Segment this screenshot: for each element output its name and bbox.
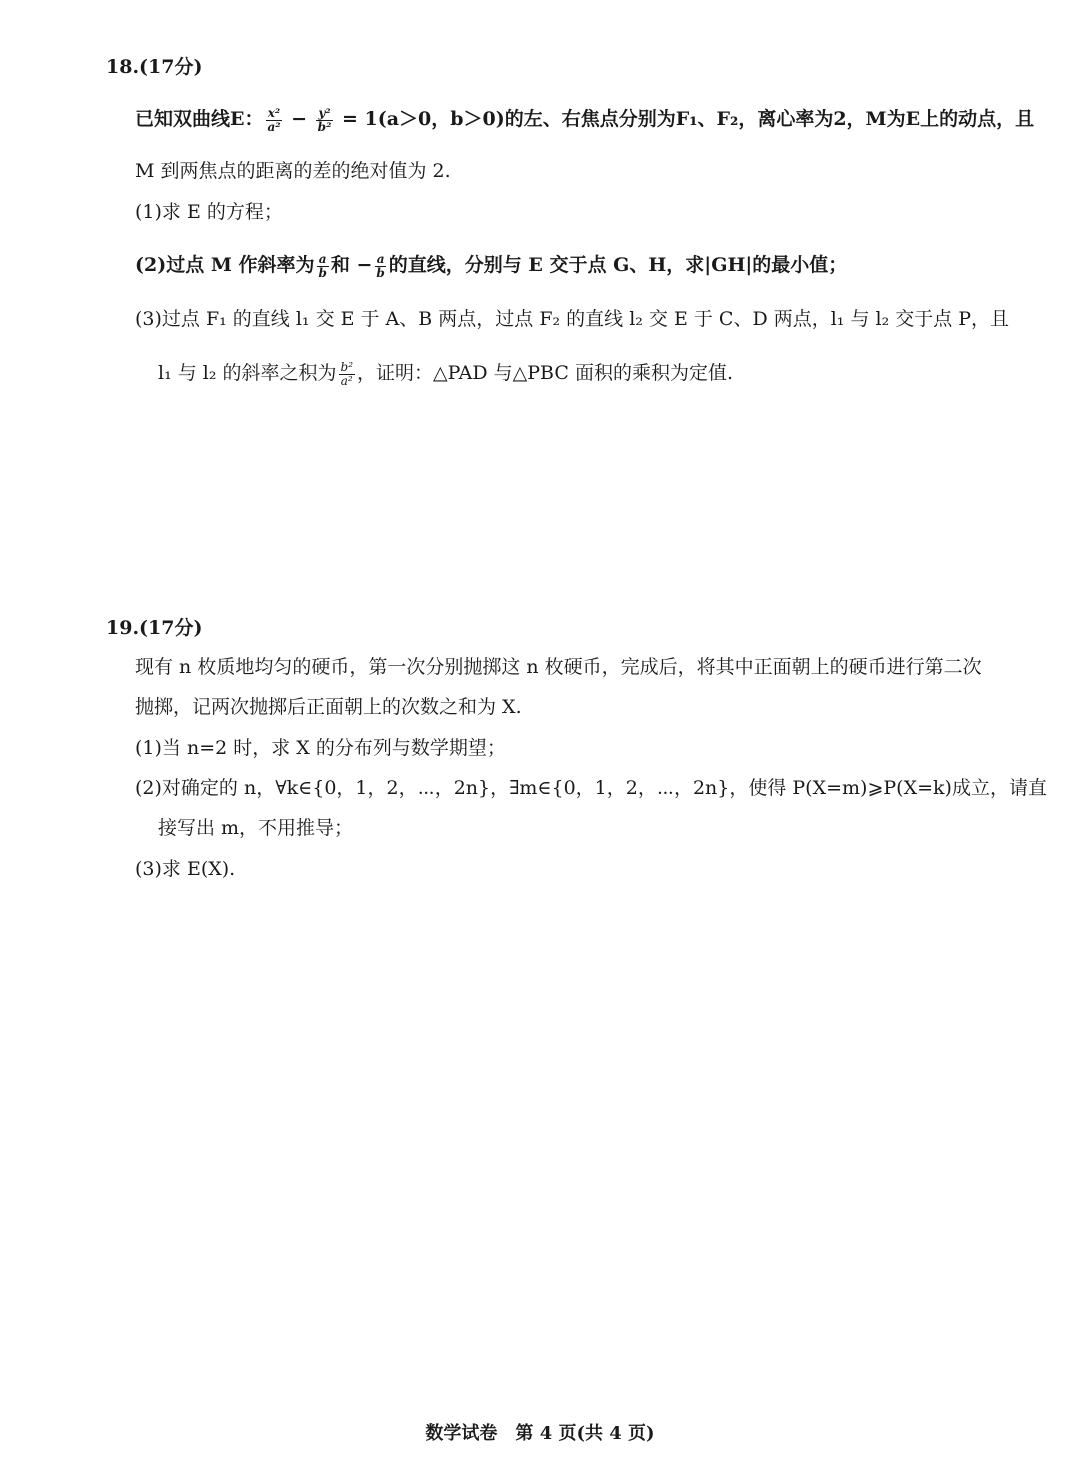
q18-part2-text-c: 的直线，分别与 E 交于点 G、H，求|GH|的最小值； bbox=[388, 254, 848, 276]
frac-denominator: a² bbox=[340, 373, 353, 388]
q18-stem-line1 bbox=[135, 104, 1035, 134]
frac-b2-over-a2 bbox=[339, 361, 356, 388]
frac-denominator: b bbox=[318, 265, 327, 280]
q19-part1: (1)当 n=2 时，求 X 的分布列与数学期望； bbox=[135, 737, 506, 759]
frac-numerator: b² bbox=[340, 359, 354, 374]
q18-part3-text-c: ，证明：△PAD 与△PBC 面积的乘积为定值. bbox=[357, 362, 733, 384]
frac-a-over-b bbox=[316, 253, 328, 280]
frac-numerator: a bbox=[318, 251, 327, 266]
frac-denominator: a² bbox=[267, 119, 281, 134]
q18-part3-line2 bbox=[158, 358, 978, 388]
q18-part3-text-b: l₁ 与 l₂ 的斜率之积为 bbox=[158, 362, 337, 384]
q19-header: 19.(17分) bbox=[106, 617, 203, 639]
q18-part2-text-b: 和 − bbox=[330, 254, 373, 276]
q18-header: 18.(17分) bbox=[106, 56, 203, 78]
q18-stem-line2: M 到两焦点的距离的差的绝对值为 2. bbox=[135, 160, 451, 182]
q19-stem-line2: 抛掷，记两次抛掷后正面朝上的次数之和为 X. bbox=[135, 696, 522, 718]
q18-stem-text-b: = 1(a＞0，b＞0)的左、右焦点分别为F₁、F₂，离心率为2，M为E上的动点，且 bbox=[335, 108, 1035, 130]
q19-stem-line1: 现有 n 枚质地均匀的硬币，第一次分别抛掷这 n 枚硬币，完成后，将其中正面朝上的硬币进行第二次 bbox=[135, 656, 982, 678]
frac-numerator: a bbox=[376, 251, 385, 266]
frac-denominator: b² bbox=[317, 119, 332, 134]
q19-part2-line1: (2)对确定的 n，∀k∈{0，1，2，⋯，2n}，∃m∈{0，1，2，⋯，2n}，使得 P(X=m)⩾P(X=k)成立，请直 bbox=[135, 777, 1047, 799]
frac-denominator: b bbox=[376, 265, 385, 280]
frac-a-over-b-neg bbox=[374, 253, 386, 280]
page-footer: 数学试卷 第 4 页(共 4 页) bbox=[425, 1423, 655, 1444]
q19-part3: (3)求 E(X). bbox=[135, 858, 236, 880]
frac-x2-over-a2 bbox=[265, 107, 282, 134]
frac-numerator: x² bbox=[267, 105, 281, 120]
q18-part2 bbox=[135, 250, 955, 280]
q18-part3-line1: (3)过点 F₁ 的直线 l₁ 交 E 于 A、B 两点，过点 F₂ 的直线 l₂ 交 E 于 C、D 两点，l₁ 与 l₂ 交于点 P，且 bbox=[135, 308, 1010, 330]
frac-numerator: y² bbox=[318, 105, 331, 120]
q18-part1: (1)求 E 的方程； bbox=[135, 201, 283, 223]
q19-part2-line2: 接写出 m，不用推导； bbox=[158, 817, 354, 839]
q18-part2-text-a: (2)过点 M 作斜率为 bbox=[135, 254, 315, 276]
frac-y2-over-b2 bbox=[316, 107, 334, 134]
q18-stem-text-a: 已知双曲线E： bbox=[135, 108, 264, 130]
minus-sign: − bbox=[284, 108, 314, 130]
